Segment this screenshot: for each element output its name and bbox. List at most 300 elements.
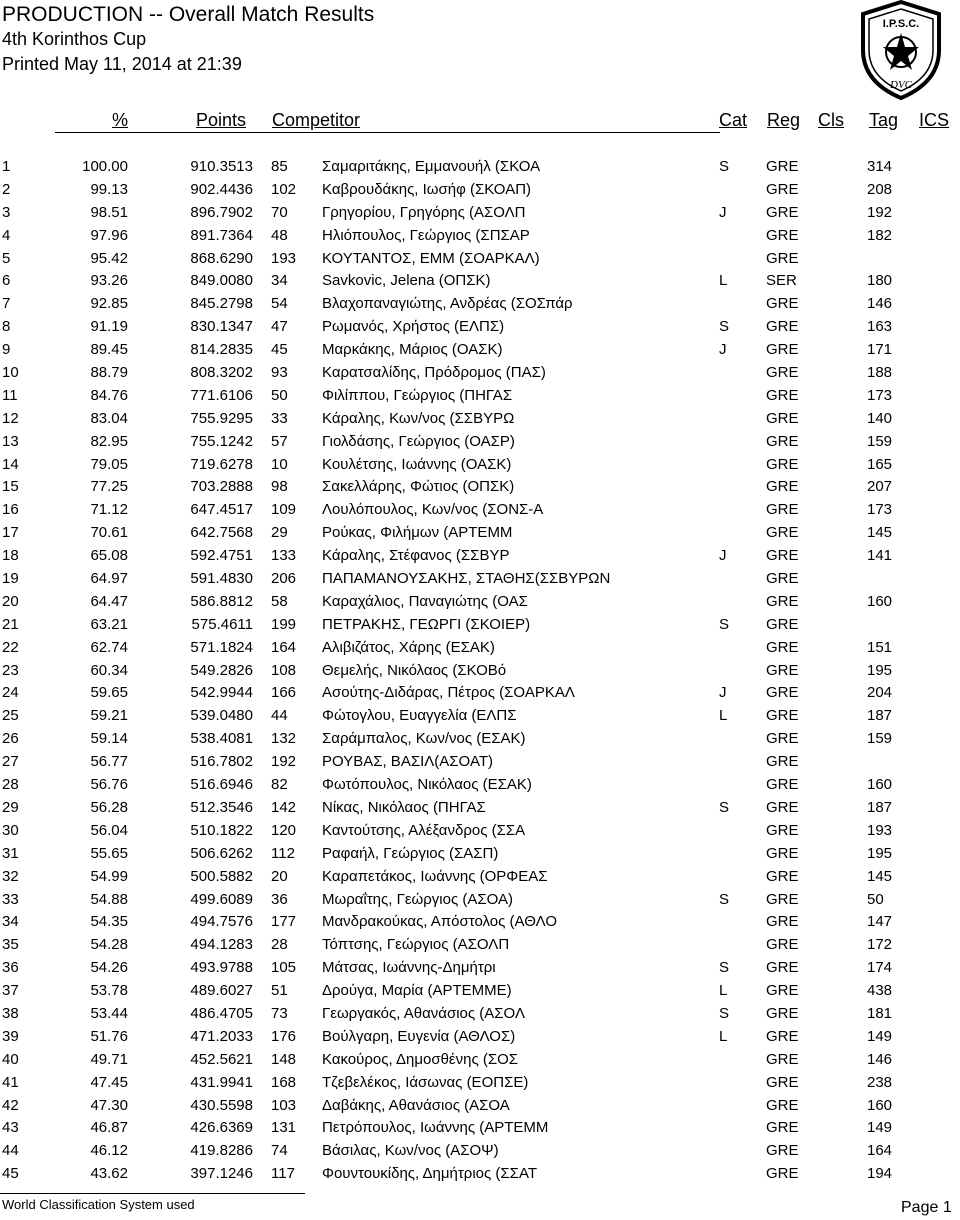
competitor-name-cell: Φώτογλου, Ευαγγελία (ΕΛΠΣ <box>322 707 517 725</box>
svg-text:I.P.S.C.: I.P.S.C. <box>882 18 920 30</box>
competitor-name-cell: Αλιβιζάτος, Χάρης (ΕΣΑΚ) <box>322 638 495 656</box>
pct-cell: 54.99 <box>90 867 128 885</box>
competitor-number-cell: 82 <box>271 776 288 794</box>
reg-cell: GRE <box>766 1165 799 1183</box>
pct-cell: 55.65 <box>90 844 128 862</box>
reg-cell: GRE <box>766 730 799 748</box>
points-cell: 426.6369 <box>190 1119 253 1137</box>
reg-cell: GRE <box>766 547 799 565</box>
ics-cell: 314 <box>867 158 893 175</box>
table-row <box>0 662 960 685</box>
reg-cell: GRE <box>766 501 799 519</box>
rank-cell: 35 <box>2 936 19 954</box>
reg-cell: SER <box>766 272 797 290</box>
pct-cell: 49.71 <box>90 1050 128 1068</box>
rank-cell: 43 <box>2 1119 19 1137</box>
competitor-number-cell: 50 <box>271 386 288 404</box>
points-cell: 452.5621 <box>190 1050 253 1068</box>
reg-cell: GRE <box>766 1142 799 1160</box>
table-row <box>0 982 960 1005</box>
competitor-name-cell: Τζεβελέκος, Ιάσωνας (ΕΟΠΣΕ) <box>322 1073 529 1091</box>
table-row <box>0 1005 960 1028</box>
pct-cell: 43.62 <box>90 1165 128 1183</box>
cat-cell: L <box>719 272 728 290</box>
competitor-number-cell: 164 <box>271 638 297 656</box>
rank-cell: 16 <box>2 501 19 519</box>
pct-cell: 59.14 <box>90 730 128 748</box>
reg-cell: GRE <box>766 295 799 313</box>
competitor-name-cell: Δρούγα, Μαρία (ΑΡΤΕΜΜΕ) <box>322 982 512 1000</box>
reg-cell: GRE <box>766 158 799 175</box>
rank-cell: 28 <box>2 776 19 794</box>
pct-cell: 93.26 <box>90 272 128 290</box>
points-cell: 575.4611 <box>191 615 253 633</box>
competitor-name-cell: Γεωργακός, Αθανάσιος (ΑΣΟΛ <box>322 1004 525 1022</box>
table-row <box>0 593 960 616</box>
reg-cell: GRE <box>766 455 799 473</box>
competitor-name-cell: Βλαχοπαναγιώτης, Ανδρέας (ΣΟΣπάρ <box>322 295 573 313</box>
rank-cell: 29 <box>2 798 19 816</box>
competitor-name-cell: Σαμαριτάκης, Εμμανουήλ (ΣΚΟΑ <box>322 158 541 175</box>
ics-cell: 194 <box>867 1165 893 1183</box>
reg-cell: GRE <box>766 913 799 931</box>
table-row <box>0 547 960 570</box>
cat-cell: S <box>719 1004 730 1022</box>
pct-cell: 64.47 <box>90 592 128 610</box>
rank-cell: 19 <box>2 570 19 588</box>
competitor-number-cell: 44 <box>271 707 288 725</box>
ics-cell: 195 <box>867 844 893 862</box>
table-row <box>0 456 960 479</box>
table-row <box>0 410 960 433</box>
competitor-name-cell: Μανδρακούκας, Απόστολος (ΑΘΛΟ <box>322 913 557 931</box>
points-cell: 493.9788 <box>190 959 253 977</box>
competitor-name-cell: Ρούκας, Φιλήμων (ΑΡΤΕΜΜ <box>322 524 513 542</box>
report-title: PRODUCTION -- Overall Match Results <box>2 3 375 26</box>
competitor-name-cell: Γρηγορίου, Γρηγόρης (ΑΣΟΛΠ <box>322 203 526 221</box>
rank-cell: 23 <box>2 661 19 679</box>
points-cell: 538.4081 <box>190 730 253 748</box>
rank-cell: 11 <box>2 386 18 404</box>
cat-cell: S <box>719 615 730 633</box>
competitor-name-cell: Πετρόπουλος, Ιωάννης (ΑΡΤΕΜΜ <box>322 1119 549 1137</box>
points-cell: 591.4830 <box>190 570 253 588</box>
points-cell: 494.7576 <box>190 913 253 931</box>
pct-cell: 56.04 <box>90 821 128 839</box>
competitor-number-cell: 54 <box>271 295 288 313</box>
points-cell: 910.3513 <box>190 158 253 175</box>
footer-note: World Classification System used <box>2 1197 195 1212</box>
svg-text:DVC: DVC <box>890 79 912 91</box>
pct-cell: 54.88 <box>90 890 128 908</box>
competitor-name-cell: Σακελλάρης, Φώτιος (ΟΠΣΚ) <box>322 478 515 496</box>
reg-cell: GRE <box>766 592 799 610</box>
pct-cell: 100.00 <box>82 158 128 175</box>
competitor-number-cell: 109 <box>271 501 297 519</box>
reg-cell: GRE <box>766 753 799 771</box>
pct-cell: 83.04 <box>90 409 128 427</box>
competitor-number-cell: 166 <box>271 684 297 702</box>
reg-cell: GRE <box>766 936 799 954</box>
competitor-name-cell: ΚΟΥΤΑΝΤΟΣ, ΕΜΜ (ΣΟΑΡΚΑΛ) <box>322 249 540 267</box>
points-cell: 486.4705 <box>190 1004 253 1022</box>
competitor-name-cell: Μαρκάκης, Μάριος (ΟΑΣΚ) <box>322 341 503 359</box>
competitor-number-cell: 131 <box>271 1119 297 1137</box>
reg-cell: GRE <box>766 478 799 496</box>
competitor-name-cell: Κουλέτσης, Ιωάννης (ΟΑΣΚ) <box>322 455 512 473</box>
table-row <box>0 936 960 959</box>
rank-cell: 27 <box>2 753 19 771</box>
pct-cell: 89.45 <box>90 341 128 359</box>
pct-cell: 88.79 <box>90 364 128 382</box>
ics-cell: 159 <box>867 730 893 748</box>
col-ics: ICS <box>919 110 950 130</box>
points-cell: 510.1822 <box>190 821 253 839</box>
points-cell: 397.1246 <box>190 1165 253 1183</box>
points-cell: 719.6278 <box>190 455 253 473</box>
reg-cell: GRE <box>766 1027 799 1045</box>
pct-cell: 84.76 <box>90 386 128 404</box>
printed-date: Printed May 11, 2014 at 21:39 <box>2 54 242 74</box>
pct-cell: 63.21 <box>90 615 128 633</box>
reg-cell: GRE <box>766 570 799 588</box>
ics-cell: 180 <box>867 272 893 290</box>
points-cell: 647.4517 <box>190 501 253 519</box>
ics-cell: 204 <box>867 684 893 702</box>
rank-cell: 3 <box>2 203 11 221</box>
reg-cell: GRE <box>766 226 799 244</box>
table-row <box>0 1097 960 1120</box>
pct-cell: 71.12 <box>90 501 128 519</box>
pct-cell: 56.77 <box>90 753 128 771</box>
rank-cell: 9 <box>2 341 11 359</box>
pct-cell: 79.05 <box>90 455 128 473</box>
reg-cell: GRE <box>766 341 799 359</box>
reg-cell: GRE <box>766 684 799 702</box>
reg-cell: GRE <box>766 249 799 267</box>
table-row <box>0 913 960 936</box>
page-number: Page 1 <box>901 1199 952 1216</box>
rank-cell: 17 <box>2 524 19 542</box>
competitor-name-cell: Καραχάλιος, Παναγιώτης (ΟΑΣ <box>322 592 528 610</box>
reg-cell: GRE <box>766 364 799 382</box>
table-row <box>0 341 960 364</box>
competitor-number-cell: 57 <box>271 432 288 450</box>
competitor-name-cell: Βούλγαρη, Ευγενία (ΑΘΛΟΣ) <box>322 1027 516 1045</box>
rank-cell: 22 <box>2 638 19 656</box>
table-row <box>0 1051 960 1074</box>
pct-cell: 91.19 <box>90 318 128 336</box>
rank-cell: 26 <box>2 730 19 748</box>
table-row <box>0 1074 960 1097</box>
table-row <box>0 433 960 456</box>
ics-cell: 208 <box>867 180 893 198</box>
competitor-name-cell: Ηλιόπουλος, Γεώργιος (ΣΠΣΑΡ <box>322 226 530 244</box>
ics-cell: 146 <box>867 295 893 313</box>
ics-cell: 160 <box>867 1096 893 1114</box>
ics-cell: 173 <box>867 501 893 519</box>
table-row <box>0 1119 960 1142</box>
competitor-name-cell: Φιλίππου, Γεώργιος (ΠΗΓΑΣ <box>322 386 513 404</box>
ics-cell: 187 <box>867 798 893 816</box>
reg-cell: GRE <box>766 180 799 198</box>
competitor-name-cell: Φωτόπουλος, Νικόλαος (ΕΣΑΚ) <box>322 776 532 794</box>
pct-cell: 98.51 <box>90 203 128 221</box>
pct-cell: 46.12 <box>90 1142 128 1160</box>
ics-cell: 173 <box>867 386 893 404</box>
points-cell: 471.2033 <box>190 1027 253 1045</box>
rank-cell: 34 <box>2 913 19 931</box>
points-cell: 808.3202 <box>190 364 253 382</box>
table-row <box>0 1142 960 1165</box>
points-cell: 830.1347 <box>190 318 253 336</box>
table-row <box>0 959 960 982</box>
ics-cell: 193 <box>867 821 893 839</box>
competitor-number-cell: 206 <box>271 570 297 588</box>
col-points: Points <box>196 110 247 130</box>
points-cell: 489.6027 <box>190 982 253 1000</box>
competitor-name-cell: Ρωμανός, Χρήστος (ΕΛΠΣ) <box>322 318 505 336</box>
report-header <box>2 2 374 77</box>
results-table <box>0 158 960 1188</box>
col-pct: % <box>112 110 129 130</box>
pct-cell: 77.25 <box>90 478 128 496</box>
ics-cell: 172 <box>867 936 893 954</box>
cat-cell: S <box>719 798 730 816</box>
competitor-number-cell: 51 <box>271 982 288 1000</box>
ics-cell: 163 <box>867 318 893 336</box>
pct-cell: 53.44 <box>90 1004 128 1022</box>
ics-cell: 147 <box>867 913 893 931</box>
reg-cell: GRE <box>766 524 799 542</box>
pct-cell: 47.30 <box>90 1096 128 1114</box>
rank-cell: 45 <box>2 1165 19 1183</box>
points-cell: 431.9941 <box>190 1073 253 1091</box>
rank-cell: 13 <box>2 432 19 450</box>
table-row <box>0 478 960 501</box>
table-row <box>0 227 960 250</box>
points-cell: 755.1242 <box>190 432 253 450</box>
rank-cell: 20 <box>2 592 19 610</box>
points-cell: 549.2826 <box>190 661 253 679</box>
rank-cell: 37 <box>2 982 19 1000</box>
pct-cell: 82.95 <box>90 432 128 450</box>
points-cell: 430.5598 <box>190 1096 253 1114</box>
cat-cell: S <box>719 959 730 977</box>
ipsc-logo-icon <box>859 0 943 100</box>
competitor-number-cell: 98 <box>271 478 288 496</box>
col-cat: Cat <box>719 110 748 130</box>
competitor-name-cell: Καραπετάκος, Ιωάννης (ΟΡΦΕΑΣ <box>322 867 548 885</box>
points-cell: 499.6089 <box>190 890 253 908</box>
pct-cell: 99.13 <box>90 180 128 198</box>
ics-cell: 145 <box>867 867 893 885</box>
points-cell: 500.5882 <box>190 867 253 885</box>
points-cell: 902.4436 <box>190 180 253 198</box>
pct-cell: 64.97 <box>90 570 128 588</box>
rank-cell: 24 <box>2 684 19 702</box>
pct-cell: 47.45 <box>90 1073 128 1091</box>
competitor-number-cell: 70 <box>271 203 288 221</box>
table-row <box>0 524 960 547</box>
rank-cell: 10 <box>2 364 19 382</box>
points-cell: 891.7364 <box>190 226 253 244</box>
table-row <box>0 295 960 318</box>
points-cell: 845.2798 <box>190 295 253 313</box>
rank-cell: 15 <box>2 478 19 496</box>
reg-cell: GRE <box>766 821 799 839</box>
competitor-name-cell: Κακούρος, Δημοσθένης (ΣΟΣ <box>322 1050 519 1068</box>
cat-cell: S <box>719 318 730 336</box>
points-cell: 506.6262 <box>190 844 253 862</box>
competitor-name-cell: ΠΑΠΑΜΑΝΟΥΣΑΚΗΣ, ΣΤΑΘΗΣ(ΣΣΒΥΡΩΝ <box>322 570 611 588</box>
competitor-number-cell: 45 <box>271 341 288 359</box>
reg-cell: GRE <box>766 1096 799 1114</box>
points-cell: 512.3546 <box>190 798 253 816</box>
rank-cell: 38 <box>2 1004 19 1022</box>
table-row <box>0 707 960 730</box>
competitor-name-cell: Βάσιλας, Κων/νος (ΑΣΟΨ) <box>322 1142 499 1160</box>
competitor-number-cell: 33 <box>271 409 288 427</box>
competitor-number-cell: 36 <box>271 890 288 908</box>
rank-cell: 25 <box>2 707 19 725</box>
rank-cell: 7 <box>2 295 11 313</box>
rank-cell: 1 <box>2 158 11 175</box>
reg-cell: GRE <box>766 1050 799 1068</box>
table-row <box>0 204 960 227</box>
table-row <box>0 158 960 181</box>
points-cell: 755.9295 <box>190 409 253 427</box>
cat-cell: L <box>719 982 728 1000</box>
cat-cell: L <box>719 707 728 725</box>
rank-cell: 6 <box>2 272 11 290</box>
ics-cell: 50 <box>867 890 884 908</box>
pct-cell: 92.85 <box>90 295 128 313</box>
pct-cell: 95.42 <box>90 249 128 267</box>
competitor-name-cell: ΡΟΥΒΑΣ, ΒΑΣΙΛ(ΑΣΟΑΤ) <box>322 753 493 771</box>
points-cell: 771.6106 <box>190 386 253 404</box>
points-cell: 494.1283 <box>190 936 253 954</box>
table-row <box>0 181 960 204</box>
competitor-number-cell: 176 <box>271 1027 297 1045</box>
competitor-number-cell: 117 <box>271 1165 295 1183</box>
competitor-number-cell: 34 <box>271 272 288 290</box>
competitor-name-cell: Μάτσας, Ιωάννης-Δημήτρι <box>322 959 496 977</box>
points-cell: 642.7568 <box>190 524 253 542</box>
reg-cell: GRE <box>766 776 799 794</box>
rank-cell: 8 <box>2 318 11 336</box>
competitor-name-cell: Καρατσαλίδης, Πρόδρομος (ΠΑΣ) <box>322 364 546 382</box>
pct-cell: 54.35 <box>90 913 128 931</box>
competitor-name-cell: Θεμελής, Νικόλαος (ΣΚΟΒό <box>322 661 507 679</box>
competitor-number-cell: 73 <box>271 1004 288 1022</box>
competitor-name-cell: Κάραλης, Στέφανος (ΣΣΒΥΡ <box>322 547 510 565</box>
points-cell: 896.7902 <box>190 203 253 221</box>
competitor-number-cell: 168 <box>271 1073 297 1091</box>
ics-cell: 159 <box>867 432 893 450</box>
competitor-number-cell: 132 <box>271 730 297 748</box>
reg-cell: GRE <box>766 409 799 427</box>
pct-cell: 54.26 <box>90 959 128 977</box>
header-rule <box>55 132 720 133</box>
reg-cell: GRE <box>766 318 799 336</box>
competitor-name-cell: Νίκας, Νικόλαος (ΠΗΓΑΣ <box>322 798 486 816</box>
reg-cell: GRE <box>766 982 799 1000</box>
competitor-name-cell: Καντούτσης, Αλέξανδρος (ΣΣΑ <box>322 821 526 839</box>
competitor-number-cell: 74 <box>271 1142 288 1160</box>
competitor-number-cell: 108 <box>271 661 297 679</box>
rank-cell: 44 <box>2 1142 19 1160</box>
competitor-name-cell: Ραφαήλ, Γεώργιος (ΣΑΣΠ) <box>322 844 499 862</box>
pct-cell: 62.74 <box>90 638 128 656</box>
table-row <box>0 845 960 868</box>
ics-cell: 192 <box>867 203 893 221</box>
competitor-number-cell: 142 <box>271 798 297 816</box>
table-row <box>0 730 960 753</box>
ics-cell: 174 <box>867 959 893 977</box>
ics-cell: 165 <box>867 455 893 473</box>
rank-cell: 42 <box>2 1096 19 1114</box>
competitor-name-cell: Γιολδάσης, Γεώργιος (ΟΑΣΡ) <box>322 432 515 450</box>
points-cell: 571.1824 <box>190 638 253 656</box>
pct-cell: 51.76 <box>90 1027 128 1045</box>
pct-cell: 97.96 <box>90 226 128 244</box>
reg-cell: GRE <box>766 432 799 450</box>
competitor-number-cell: 120 <box>271 821 297 839</box>
competitor-number-cell: 177 <box>271 913 297 931</box>
ics-cell: 160 <box>867 776 893 794</box>
points-cell: 542.9944 <box>190 684 253 702</box>
table-row <box>0 272 960 295</box>
ics-cell: 164 <box>867 1142 893 1160</box>
competitor-name-cell: Μωραΐτης, Γεώργιος (ΑΣΟΑ) <box>322 890 514 908</box>
match-name: 4th Korinthos Cup <box>2 29 147 49</box>
pct-cell: 60.34 <box>90 661 128 679</box>
rank-cell: 33 <box>2 890 19 908</box>
competitor-number-cell: 102 <box>271 180 297 198</box>
table-row <box>0 753 960 776</box>
points-cell: 516.6946 <box>190 776 253 794</box>
pct-cell: 56.76 <box>90 776 128 794</box>
rank-cell: 32 <box>2 867 19 885</box>
competitor-number-cell: 85 <box>271 158 288 175</box>
points-cell: 849.0080 <box>190 272 253 290</box>
competitor-name-cell: Ασούτης-Διδάρας, Πέτρος (ΣΟΑΡΚΑΛ <box>322 684 575 702</box>
points-cell: 419.8286 <box>190 1142 253 1160</box>
competitor-number-cell: 29 <box>271 524 288 542</box>
competitor-number-cell: 112 <box>271 844 295 862</box>
table-row <box>0 387 960 410</box>
competitor-name-cell: Τόπτσης, Γεώργιος (ΑΣΟΛΠ <box>322 936 510 954</box>
rank-cell: 2 <box>2 180 11 198</box>
ics-cell: 145 <box>867 524 893 542</box>
competitor-name-cell: Λουλόπουλος, Κων/νος (ΣΟΝΣ-Α <box>322 501 544 519</box>
competitor-number-cell: 148 <box>271 1050 297 1068</box>
ics-cell: 181 <box>867 1004 893 1022</box>
competitor-number-cell: 192 <box>271 753 297 771</box>
competitor-number-cell: 193 <box>271 249 297 267</box>
competitor-name-cell: Καβρουδάκης, Ιωσήφ (ΣΚΟΑΠ) <box>322 180 532 198</box>
competitor-number-cell: 133 <box>271 547 297 565</box>
table-row <box>0 501 960 524</box>
table-row <box>0 1028 960 1051</box>
points-cell: 539.0480 <box>190 707 253 725</box>
rank-cell: 5 <box>2 249 11 267</box>
col-cls: Cls <box>818 110 844 130</box>
reg-cell: GRE <box>766 1004 799 1022</box>
pct-cell: 54.28 <box>90 936 128 954</box>
cat-cell: S <box>719 890 730 908</box>
